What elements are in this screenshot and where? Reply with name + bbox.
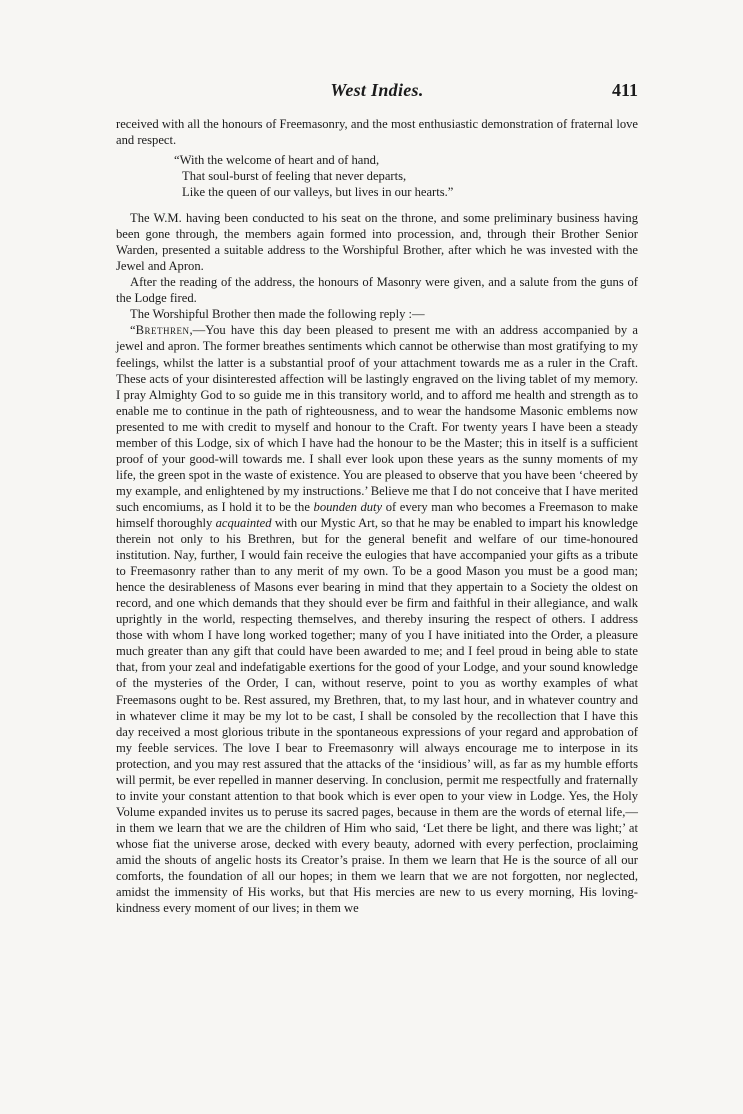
page-number: 411 (611, 80, 638, 100)
page-body (116, 116, 638, 916)
paragraph-reply (116, 322, 638, 916)
verse-line: “With the welcome of heart and of hand, (174, 153, 380, 168)
paragraph-reply-intro: The Worshipful Brother then made the following reply :— (130, 307, 425, 322)
verse-line: That soul-burst of feeling that never departs, (182, 169, 407, 184)
paragraph-salute: After the reading of the address, the honours of Masonry were given, and a salute from the guns of the Lodge fired. (116, 275, 638, 306)
page-header (116, 80, 638, 106)
verse-line: Like the queen of our valleys, but lives in our hearts.” (182, 185, 454, 200)
reply-salutation: Brethren (135, 323, 190, 338)
verse-quotation (174, 152, 638, 200)
paragraph-honours: received with all the honours of Freemasonry, and the most enthusiastic demonstration of fraternal love and respect. (116, 117, 638, 148)
running-title: West Indies. (330, 80, 424, 100)
paragraph-procession: The W.M. having been conducted to his seat on the throne, and some preliminary business having been gone through, the members again formed into procession, and, through their Brother Senior Warden, presented a suitable address to the Worshipful Brother, after which he was invested with the Jewel and Apron. (116, 211, 638, 274)
reply-italic-phrase: bounden duty (313, 499, 383, 514)
reply-text: ,—You have this day been pleased to present me with an address accompanied by a jewel and apron. The former breathes sentiments which cannot be otherwise than most gratifying to my feelings, whilst the latter is a substantial proof of your attachment towards me as a ruler in the Craft. These acts of your disinterested affection will be lastingly engraved on the living tablet of my memory. I pray Almighty God to so guide me in this transitory world, and to afford me health and strength as to enable me to continue in the path of righteousness, and to wear the handsome Masonic emblems now presented to me with credit to myself and honour to the Craft. For twenty years I have been a steady member of this Lodge, six of which I have had the honour to be the Master; this in itself is a sufficient proof of your good-will towards me. I shall ever look upon these years as the sunny moments of my life, the green spot in the waste of existence. You are pleased to observe that you have been ‘cheered by my example, and enlightened by my instructions.’ Believe me that I do not conceive that I have merited such encomiums, as I hold it to be the (116, 323, 638, 514)
reply-open-quote: “ (130, 323, 136, 338)
reply-italic-phrase: acquainted (215, 515, 272, 530)
reply-text: of every man who becomes a Freemason to make himself thoroughly (116, 499, 639, 530)
reply-text: with our Mystic Art, so that he may be enabled to impart his knowledge therein not only to his Brethren, but for the general benefit and welfare of our time-honoured institution. Nay, further, I would fain receive the eulogies that have accompanied your gifts as a tribute to Freemasonry rather than to any merit of my own. To be a good Mason you must be a good man; hence the desirableness of Masons ever bearing in mind that they appertain to a Society the oldest on record, and one which demands that they should ever be firm and faithful in their allegiance, and walk uprightly in the world, respecting themselves, and thereby insuring the respect of others. I address those with whom I have long worked together; many of you I have initiated into the Order, a pleasure much greater than any gift that could have been awarded to me; and I feel proud in being able to state that, from your zeal and indefatigable exertions for the good of your Lodge, and your sound knowledge of the mysteries of the Order, I can, without reserve, point to you as worthy examples of what Freemasons ought to be. Rest assured, my Brethren, that, to my last hour, and in whatever country and in whatever clime it may be my lot to be cast, I shall be consoled by the recollection that I have this day received a most glorious tribute in the spontaneous expressions of your regard and approbation of my feeble services. The love I bear to Freemasonry will always encourage me to interpose in its protection, and you may rest assured that the attacks of the ‘insidious’ will, as far as my humble efforts will permit, be ever repelled in manner deserving. In conclusion, permit me respectfully and fraternally to invite your constant attention to that book which is ever open to your view in Lodge. Yes, the Holy Volume expanded invites us to peruse its sacred pages, because in them are the words of eternal life,—in them we learn that we are the children of Him who said, ‘Let there be light, and there was light;’ at whose fiat the universe arose, decked with every beauty, adorned with every perfection, proclaiming amid the shouts of angelic hosts its Creator’s praise. In them we learn that He is the source of all our comforts, the foundation of all our hopes; in them we learn that we are not forgotten, nor neglected, amidst the immensity of His works, but that His mercies are new to us every morning, His loving-kindness every moment of our lives; in them we (116, 515, 638, 916)
